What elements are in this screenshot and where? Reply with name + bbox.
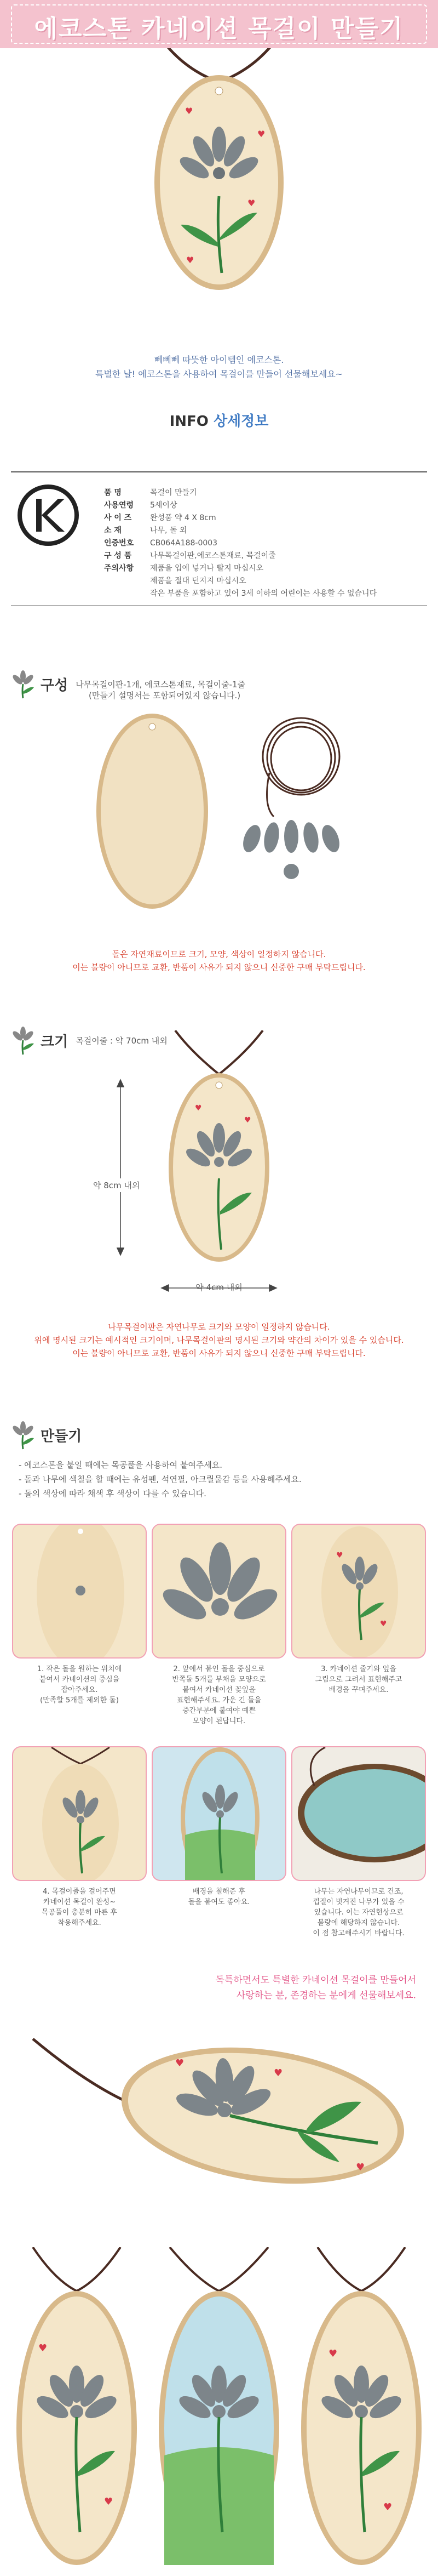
closing-line-1: 독특하면서도 특별한 카네이션 목걸이를 만들어서 bbox=[215, 1975, 416, 1986]
spec-row bbox=[104, 499, 427, 512]
hero-section bbox=[0, 48, 438, 379]
step-caption-line: 목공풀이 충분히 마른 후 bbox=[42, 1908, 117, 1917]
step-caption-2 bbox=[152, 1664, 286, 1726]
step-caption-line: 모양이 된답니다. bbox=[192, 1717, 246, 1725]
spec-key: 인증번호 bbox=[104, 539, 134, 548]
size-cord-length: 목걸이줄 : 약 70cm 내외 bbox=[76, 1035, 168, 1046]
kc-cert-icon bbox=[15, 482, 81, 548]
step-caption-1 bbox=[12, 1664, 147, 1706]
svg-text:♥: ♥ bbox=[356, 2162, 365, 2173]
svg-text:♥: ♥ bbox=[175, 2058, 185, 2069]
page-title: 에코스톤 카네이션 목걸이 만들기 bbox=[34, 15, 404, 43]
spec-key bbox=[104, 575, 150, 588]
step-caption-line: 나무는 자연나무이므로 건조, bbox=[314, 1888, 404, 1896]
step-image-5 bbox=[152, 1746, 286, 1881]
step-image-6 bbox=[291, 1746, 426, 1881]
step-caption-line: 카네이션 목걸이 완성~ bbox=[43, 1898, 116, 1906]
step-caption-5 bbox=[152, 1887, 286, 1907]
size-note-1: 나무목걸이판은 자연나무로 크기와 모양이 일정하지 않습니다. bbox=[108, 1322, 330, 1332]
size-height-label: 약 8cm 내외 bbox=[93, 1178, 140, 1192]
svg-text:♥: ♥ bbox=[383, 2501, 393, 2513]
step-caption-4 bbox=[12, 1887, 147, 1928]
spec-value: 목걸이 만들기 bbox=[150, 488, 197, 497]
step-caption-line: 이 점 참고해주시기 바랍니다. bbox=[313, 1929, 405, 1937]
spec-key: 주의사항 bbox=[104, 564, 134, 573]
svg-text:♥: ♥ bbox=[336, 1551, 343, 1560]
flower-leaf-icon bbox=[8, 669, 38, 699]
svg-text:♥: ♥ bbox=[274, 2067, 283, 2079]
closing-line-2: 사랑하는 분, 존경하는 분에게 선물해보세요. bbox=[236, 1990, 416, 2001]
step-caption-line: 그림으로 그려서 표현해주고 bbox=[315, 1675, 402, 1684]
spec-row bbox=[104, 537, 427, 550]
spec-key: 구 성 품 bbox=[104, 551, 132, 560]
making-heading bbox=[8, 1420, 82, 1450]
size-note-2: 위에 명시된 크기는 예시적인 크기이며, 나무목걸이판의 명시된 크기와 약간의 차이가 있을 수 있습니다. bbox=[34, 1335, 404, 1345]
step-caption-3 bbox=[291, 1664, 426, 1695]
spec-key: 사용연령 bbox=[104, 501, 134, 510]
svg-text:♥: ♥ bbox=[328, 2348, 338, 2360]
step-caption-line: 불량에 해당하지 않습니다. bbox=[317, 1919, 400, 1927]
making-bullets bbox=[19, 1458, 302, 1501]
spec-value: 나무, 돌 외 bbox=[150, 526, 187, 535]
step-caption-line: 돌을 붙여도 좋아요. bbox=[188, 1898, 250, 1906]
composition-line1: 나무목걸이판-1개, 에코스톤재료, 목걸이줄-1줄 bbox=[76, 679, 246, 689]
spec-row bbox=[104, 575, 427, 588]
spec-value: 5세이상 bbox=[150, 501, 177, 510]
svg-text:♥: ♥ bbox=[185, 106, 193, 116]
closing-pendant-horizontal bbox=[0, 2006, 438, 2214]
flower-leaf-icon bbox=[8, 1420, 38, 1450]
step-image-3 bbox=[291, 1524, 426, 1659]
spec-row bbox=[104, 512, 427, 525]
spec-row bbox=[104, 525, 427, 537]
step-caption-line: 반쪽돌 5개를 부채을 모양으로 bbox=[172, 1675, 266, 1684]
spec-value: 나무목걸이판,에코스톤재료, 목걸이줄 bbox=[150, 551, 276, 560]
spec-value: CB064A188-0003 bbox=[150, 539, 218, 548]
svg-text:♥: ♥ bbox=[380, 1620, 387, 1628]
info-bottom-divider bbox=[11, 605, 427, 606]
svg-text:♥: ♥ bbox=[38, 2343, 48, 2354]
step-caption-line: 중간부분에 붙여야 예쁜 bbox=[182, 1707, 256, 1715]
making-bullet: - 돌과 나무에 색칠을 할 때에는 유성펜, 석연필, 아크릴물감 등을 사용해주세요. bbox=[19, 1474, 302, 1484]
size-width-label: 약 4cm 내외 bbox=[195, 1283, 243, 1292]
step-caption-line: 착용해주세요. bbox=[57, 1919, 101, 1927]
step-caption-line: 껍질이 벗겨진 나무가 있을 수 bbox=[313, 1898, 405, 1906]
step-caption-line: 잡아주세요. bbox=[61, 1686, 98, 1694]
making-bullet: - 돌의 색상에 따라 채색 후 색상이 다를 수 있습니다. bbox=[19, 1489, 206, 1498]
step-caption-line: 붙여서 카네이션의 중심을 bbox=[39, 1675, 120, 1684]
svg-text:♥: ♥ bbox=[186, 255, 194, 265]
spec-value: 완성품 약 4 X 8cm bbox=[150, 514, 216, 522]
step-caption-line: 붙여서 카네이션 꽃잎을 bbox=[182, 1686, 256, 1694]
spec-row bbox=[104, 487, 427, 499]
size-diagram bbox=[82, 1030, 356, 1315]
step-caption-line: 배경을 꾸며주세요. bbox=[328, 1686, 389, 1694]
info-title-en: INFO bbox=[169, 413, 209, 430]
step-image-4 bbox=[12, 1746, 147, 1881]
spec-row bbox=[104, 562, 427, 575]
making-bullet: - 에코스톤을 붙일 때에는 목공풀을 사용하여 붙여주세요. bbox=[19, 1460, 223, 1470]
closing-three-pendants bbox=[0, 2247, 438, 2576]
info-top-divider bbox=[11, 471, 427, 472]
step-caption-line: 4. 목걸이줄을 걸어주면 bbox=[43, 1888, 116, 1896]
svg-text:♥: ♥ bbox=[247, 198, 256, 208]
composition-note-1: 돌은 자연재료이므로 크기, 모양, 색상이 일정하지 않습니다. bbox=[112, 949, 326, 959]
spec-key: 사 이 즈 bbox=[104, 514, 132, 522]
spec-row bbox=[104, 588, 427, 600]
info-title bbox=[0, 410, 438, 430]
spec-key: 품 명 bbox=[104, 488, 122, 497]
svg-text:♥: ♥ bbox=[244, 1116, 251, 1125]
step-caption-line: 3. 카네이션 줄기와 잎을 bbox=[321, 1665, 396, 1673]
svg-text:♥: ♥ bbox=[195, 1104, 202, 1113]
hero-text-2: 특별한 날! 에코스톤을 사용하여 목걸이를 만들어 선물해보세요~ bbox=[95, 369, 343, 379]
svg-text:♥: ♥ bbox=[104, 2496, 113, 2507]
step-image-1 bbox=[12, 1524, 147, 1659]
svg-text:♥: ♥ bbox=[257, 129, 266, 139]
composition-line2: (만들기 설명서는 포함되어있지 않습니다.) bbox=[89, 691, 241, 700]
step-caption-line: 배경을 칠해준 후 bbox=[192, 1888, 246, 1896]
composition-title: 구성 bbox=[41, 677, 68, 694]
info-title-ko: 상세정보 bbox=[213, 413, 269, 430]
size-title: 크기 bbox=[41, 1033, 68, 1050]
step-caption-line: 있습니다. 이는 자연현상으로 bbox=[314, 1908, 404, 1917]
step-caption-line: 1. 작은 돌을 원하는 위치에 bbox=[37, 1665, 122, 1673]
spec-value: 제품을 입에 넣거나 빨지 마십시오 bbox=[150, 564, 264, 573]
step-caption-line: 표현해주세요. 가운 긴 돌을 bbox=[176, 1696, 262, 1705]
spec-key bbox=[104, 588, 150, 600]
spec-value: 제품을 절대 던지지 마십시오 bbox=[150, 577, 246, 585]
flower-leaf-icon bbox=[8, 1025, 38, 1056]
composition-note-2: 이는 불량이 아니므로 교환, 반품이 사유가 되지 않으니 신중한 구매 부탁드립니다. bbox=[72, 962, 366, 972]
spec-table bbox=[104, 487, 427, 600]
hero-text-1: 뻬뻬뻬 따뜻한 아이템인 에코스톤. bbox=[154, 355, 284, 365]
spec-value: 작은 부품을 포함하고 있어 3세 이하의 어린이는 사용할 수 없습니다 bbox=[150, 589, 377, 598]
composition-image bbox=[88, 707, 394, 915]
making-title: 만들기 bbox=[41, 1428, 82, 1445]
step-caption-line: (만족할 5개를 제외한 돌) bbox=[40, 1696, 119, 1705]
step-caption-6 bbox=[291, 1887, 426, 1939]
step-caption-line: 2. 앞에서 붙인 돌을 중심으로 bbox=[173, 1665, 265, 1673]
spec-key: 소 재 bbox=[104, 526, 122, 535]
hero-pendant-image bbox=[0, 48, 438, 311]
header-banner bbox=[0, 0, 438, 48]
step-image-2 bbox=[152, 1524, 286, 1659]
size-note-3: 이는 불량이 아니므로 교환, 반품이 사유가 되지 않으니 신중한 구매 부탁드립니다. bbox=[72, 1348, 366, 1358]
spec-row bbox=[104, 550, 427, 562]
